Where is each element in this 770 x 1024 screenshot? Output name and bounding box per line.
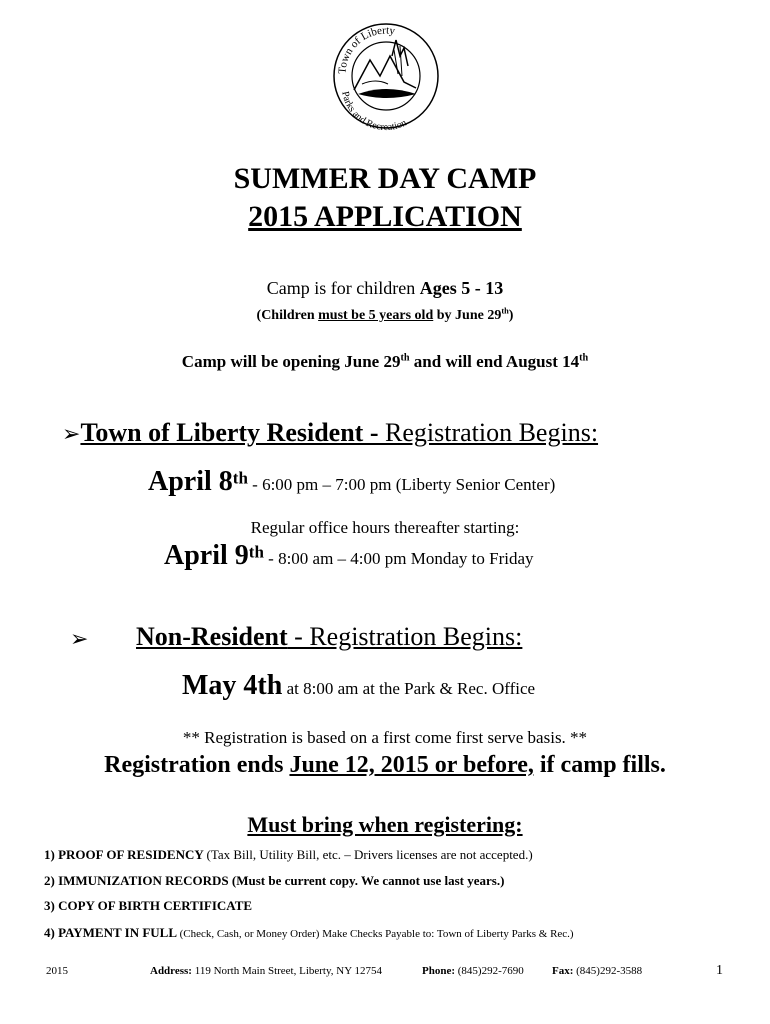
nonresident-date-label: May 4th xyxy=(182,670,283,701)
ends-suffix: if camp fills. xyxy=(533,752,666,778)
page-title-line2: 2015 APPLICATION xyxy=(248,200,522,233)
item-bold: 2) IMMUNIZATION RECORDS (Must be current copy. We cannot use last years.) xyxy=(44,873,505,888)
nonresident-heading-bold: Non-Resident xyxy=(136,622,288,651)
town-logo xyxy=(330,18,440,133)
item-bold: 1) PROOF OF RESIDENCY xyxy=(44,847,207,862)
address-value: 119 North Main Street, Liberty, NY 12754 xyxy=(191,965,383,977)
resident-date2-detail: - 8:00 am – 4:00 pm Monday to Friday xyxy=(263,549,534,568)
phone-value: (845)292-7690 xyxy=(455,965,524,977)
must-bring-heading: Must bring when registering: xyxy=(247,812,523,837)
age-line xyxy=(0,278,770,299)
footer-address xyxy=(150,965,382,977)
item-bold: 4) PAYMENT IN FULL xyxy=(44,925,180,940)
address-label: Address: xyxy=(150,965,192,977)
list-item xyxy=(44,898,252,914)
resident-date1-detail: - 6:00 pm – 7:00 pm (Liberty Senior Center) xyxy=(247,475,556,494)
resident-heading-rest: Registration Begins: xyxy=(385,418,599,447)
arrow-bullet-icon: ➢ xyxy=(62,421,81,446)
logo-ring-text-top: Town of Liberty xyxy=(336,24,396,75)
page-title-line1: SUMMER DAY CAMP xyxy=(233,162,537,195)
page-number: 1 xyxy=(716,963,723,978)
list-item xyxy=(44,925,574,941)
arrow-bullet-icon: ➢ xyxy=(70,626,89,651)
nonresident-heading xyxy=(136,622,522,652)
age-prefix: Camp is for children xyxy=(266,278,420,298)
list-item xyxy=(44,847,533,863)
footer-phone xyxy=(422,965,524,977)
age-note-by: by June 29 xyxy=(433,308,502,323)
office-hours: Regular office hours thereafter starting: xyxy=(250,518,520,537)
resident-date2 xyxy=(164,540,534,572)
ends-date: June 12, 2015 or before, xyxy=(289,752,534,778)
resident-heading xyxy=(62,418,598,448)
age-note xyxy=(0,308,770,324)
resident-date1-sup: th xyxy=(232,468,248,488)
fax-label: Fax: xyxy=(552,965,574,977)
fax-value: (845)292-3588 xyxy=(573,965,643,977)
item-bold: 3) COPY OF BIRTH CERTIFICATE xyxy=(44,898,253,913)
ending-text: and will end August 14 xyxy=(409,352,580,371)
age-note-underlined: must be 5 years old xyxy=(318,308,434,323)
resident-heading-bold: Town of Liberty Resident - xyxy=(80,418,385,447)
footer-fax xyxy=(552,965,642,977)
resident-date1-label: April 8 xyxy=(148,466,233,497)
age-range: Ages 5 - 13 xyxy=(419,278,504,298)
resident-date2-label: April 9 xyxy=(164,540,249,571)
age-note-sup: th xyxy=(501,306,509,316)
age-note-open: (Children xyxy=(256,308,319,323)
item-rest: (Check, Cash, or Money Order) Make Checks Payable to: Town of Liberty Parks & Rec.) xyxy=(179,928,574,940)
first-come-notice: ** Registration is based on a first come first serve basis. ** xyxy=(182,728,588,747)
opening-text: Camp will be opening June 29 xyxy=(181,352,401,371)
item-rest: (Tax Bill, Utility Bill, etc. – Drivers licenses are not accepted.) xyxy=(206,847,533,862)
phone-label: Phone: xyxy=(422,965,455,977)
registration-ends xyxy=(0,752,770,779)
nonresident-date xyxy=(182,670,535,702)
resident-date1 xyxy=(148,466,555,498)
list-item xyxy=(44,873,504,889)
ending-sup: th xyxy=(579,352,589,364)
nonresident-heading-rest: - Registration Begins: xyxy=(287,622,523,651)
age-note-close: ) xyxy=(508,308,514,323)
nonresident-date-detail: at 8:00 am at the Park & Rec. Office xyxy=(282,679,536,698)
footer-year: 2015 xyxy=(46,965,68,977)
opening-sup: th xyxy=(400,352,410,364)
logo-ring-text-bottom: Parks and Recreation xyxy=(339,90,409,133)
camp-dates xyxy=(0,352,770,372)
ends-prefix: Registration ends xyxy=(104,752,290,778)
resident-date2-sup: th xyxy=(248,542,264,562)
